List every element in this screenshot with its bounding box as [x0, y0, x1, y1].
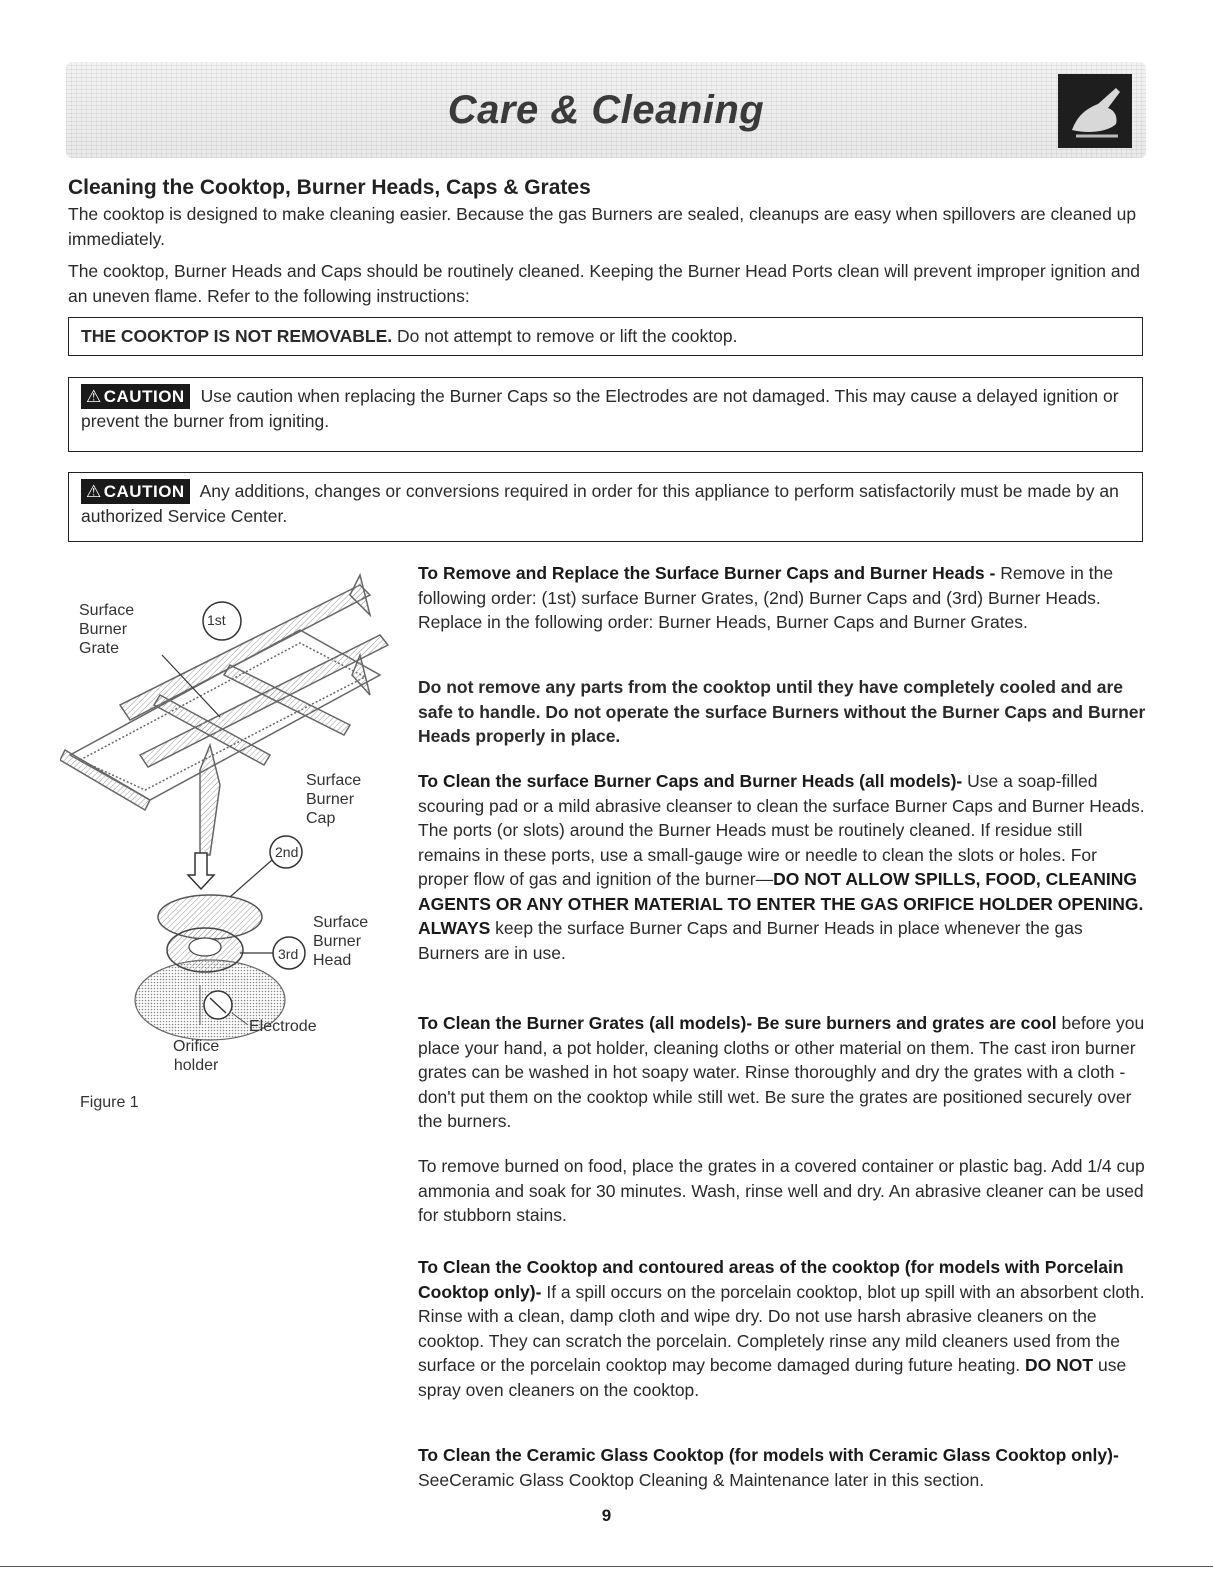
caution-label: CAUTION: [103, 387, 185, 406]
grates-title: To Clean the Burner Grates (all models)- Be sure burners and grates are cool: [418, 1013, 1057, 1033]
porcelain-section: [418, 1255, 1148, 1402]
clean-caps-section: [418, 769, 1148, 965]
caution-box-2: [68, 472, 1143, 542]
label-1st: 1st: [207, 612, 226, 628]
label-orifice-holder: Orifice holder: [173, 1038, 220, 1074]
not-removable-bold: THE COOKTOP IS NOT REMOVABLE.: [81, 326, 393, 346]
label-electrode: Electrode: [249, 1018, 317, 1035]
not-removable-notice: [68, 317, 1143, 356]
remove-replace-title: To Remove and Replace the Surface Burner Caps and Burner Heads -: [418, 563, 996, 583]
section-title: Cleaning the Cooktop, Burner Heads, Caps & Grates: [68, 176, 591, 199]
clean-caps-title: To Clean the surface Burner Caps and Burner Heads (all models)-: [418, 771, 963, 791]
banner-title: Care & Cleaning: [447, 88, 765, 132]
porcelain-bold: DO NOT: [1025, 1355, 1094, 1375]
clean-caps-text-1: Use a soap-filled scouring pad or a mild abrasive cleanser to clean the surface Burner Caps and Burner Heads. The ports (or slots) around the Burner Heads must be routinely cleaned. If residue still remains in these ports, use a small-gauge wire or needle to clean the slots or holes. For proper flow of gas and ignition of the burner—: [418, 771, 1145, 889]
intro-paragraph-1: The cooktop is designed to make cleaning easier. Because the gas Burners are sealed, cleanups are easy when spillovers are cleaned up immediately.: [68, 204, 1137, 249]
caution-text-1: Use caution when replacing the Burner Caps so the Electrodes are not damaged. This may cause a delayed ignition or prevent the burner from igniting.: [81, 386, 1119, 431]
burned-food-paragraph: To remove burned on food, place the grates in a covered container or plastic bag. Add 1/4 cup ammonia and soak for 30 minutes. Wash, rinse well and dry. An abrasive cleaner can be used for stubborn stains.: [418, 1156, 1145, 1225]
grates-section: [418, 1011, 1148, 1134]
label-surface-burner-cap: Surface Burner Cap: [306, 772, 362, 827]
handling-warning: Do not remove any parts from the cooktop until they have completely cooled and are safe to handle. Do not operate the surface Burners without the Burner Caps and Burner Heads properly in place.: [418, 677, 1146, 746]
label-3rd: 3rd: [278, 946, 299, 962]
label-surface-burner-head: Surface Burner Head: [313, 914, 369, 969]
not-removable-text: Do not attempt to remove or lift the cooktop.: [397, 326, 738, 346]
warning-triangle-icon: ⚠: [86, 482, 102, 501]
ceramic-title: To Clean the Ceramic Glass Cooktop (for models with Ceramic Glass Cooktop only)-: [418, 1445, 1119, 1465]
ceramic-section: [418, 1443, 1148, 1492]
ceramic-text: SeeCeramic Glass Cooktop Cleaning & Maintenance later in this section.: [418, 1469, 985, 1490]
remove-replace-section: [418, 561, 1148, 635]
caution-box-1: [68, 377, 1143, 452]
label-surface-burner-grate: Surface Burner Grate: [79, 602, 135, 657]
porcelain-text-2: use spray oven cleaners on the cooktop.: [418, 1355, 1127, 1400]
label-2nd: 2nd: [275, 844, 299, 860]
warning-triangle-icon: ⚠: [86, 387, 102, 406]
figure-caption: Figure 1: [80, 1094, 139, 1111]
porcelain-text-1: If a spill occurs on the porcelain cooktop, blot up spill with an absorbent cloth. Rinse with a clean, damp cloth and wipe dry. Do not use harsh abrasive cleaners on the cooktop. They can scratch the porcelain. Completely rinse any mild cleaners used from the surface or the porcelain cooktop may become damaged during future heating.: [418, 1281, 1145, 1375]
caution-label: CAUTION: [103, 482, 185, 501]
caution-text-2: Any additions, changes or conversions required in order for this appliance to perform satisfactorily must be made by an authorized Service Center.: [81, 481, 1119, 526]
bottom-rule: [0, 1566, 1213, 1567]
clean-caps-text-2: keep the surface Burner Caps and Burner Heads in place whenever the gas Burners are in use.: [418, 918, 1083, 963]
page-number: 9: [601, 1506, 612, 1525]
intro-paragraph-2: The cooktop, Burner Heads and Caps should be routinely cleaned. Keeping the Burner Head Ports clean will prevent improper ignition and an uneven flame. Refer to the following instructions:: [68, 261, 1141, 306]
cleaning-hand-icon: [1058, 74, 1132, 148]
section-banner: [66, 62, 1146, 158]
remove-replace-text: Remove in the following order: (1st) surface Burner Grates, (2nd) Burner Caps and (3rd) Burner Heads. Replace in the following order: Burner Heads, Burner Caps and Burner Grates.: [418, 563, 1114, 632]
caution-badge: [81, 479, 190, 504]
clean-caps-bold: DO NOT ALLOW SPILLS, FOOD, CLEANING AGENTS OR ANY OTHER MATERIAL TO ENTER THE GAS ORIFICE HOLDER OPENING. ALWAYS: [418, 869, 1144, 938]
porcelain-title: To Clean the Cooktop and contoured areas of the cooktop (for models with Porcelain Cooktop only)-: [418, 1257, 1124, 1302]
grates-text: before you place your hand, a pot holder, cleaning cloths or other material on them. The cast iron burner grates can be washed in hot soapy water. Rinse thoroughly and dry the grates with a cloth - don't put them on the cooktop while still wet. Be sure the grates are positioned securely over the burners.: [418, 1013, 1145, 1131]
caution-badge: [81, 384, 190, 409]
